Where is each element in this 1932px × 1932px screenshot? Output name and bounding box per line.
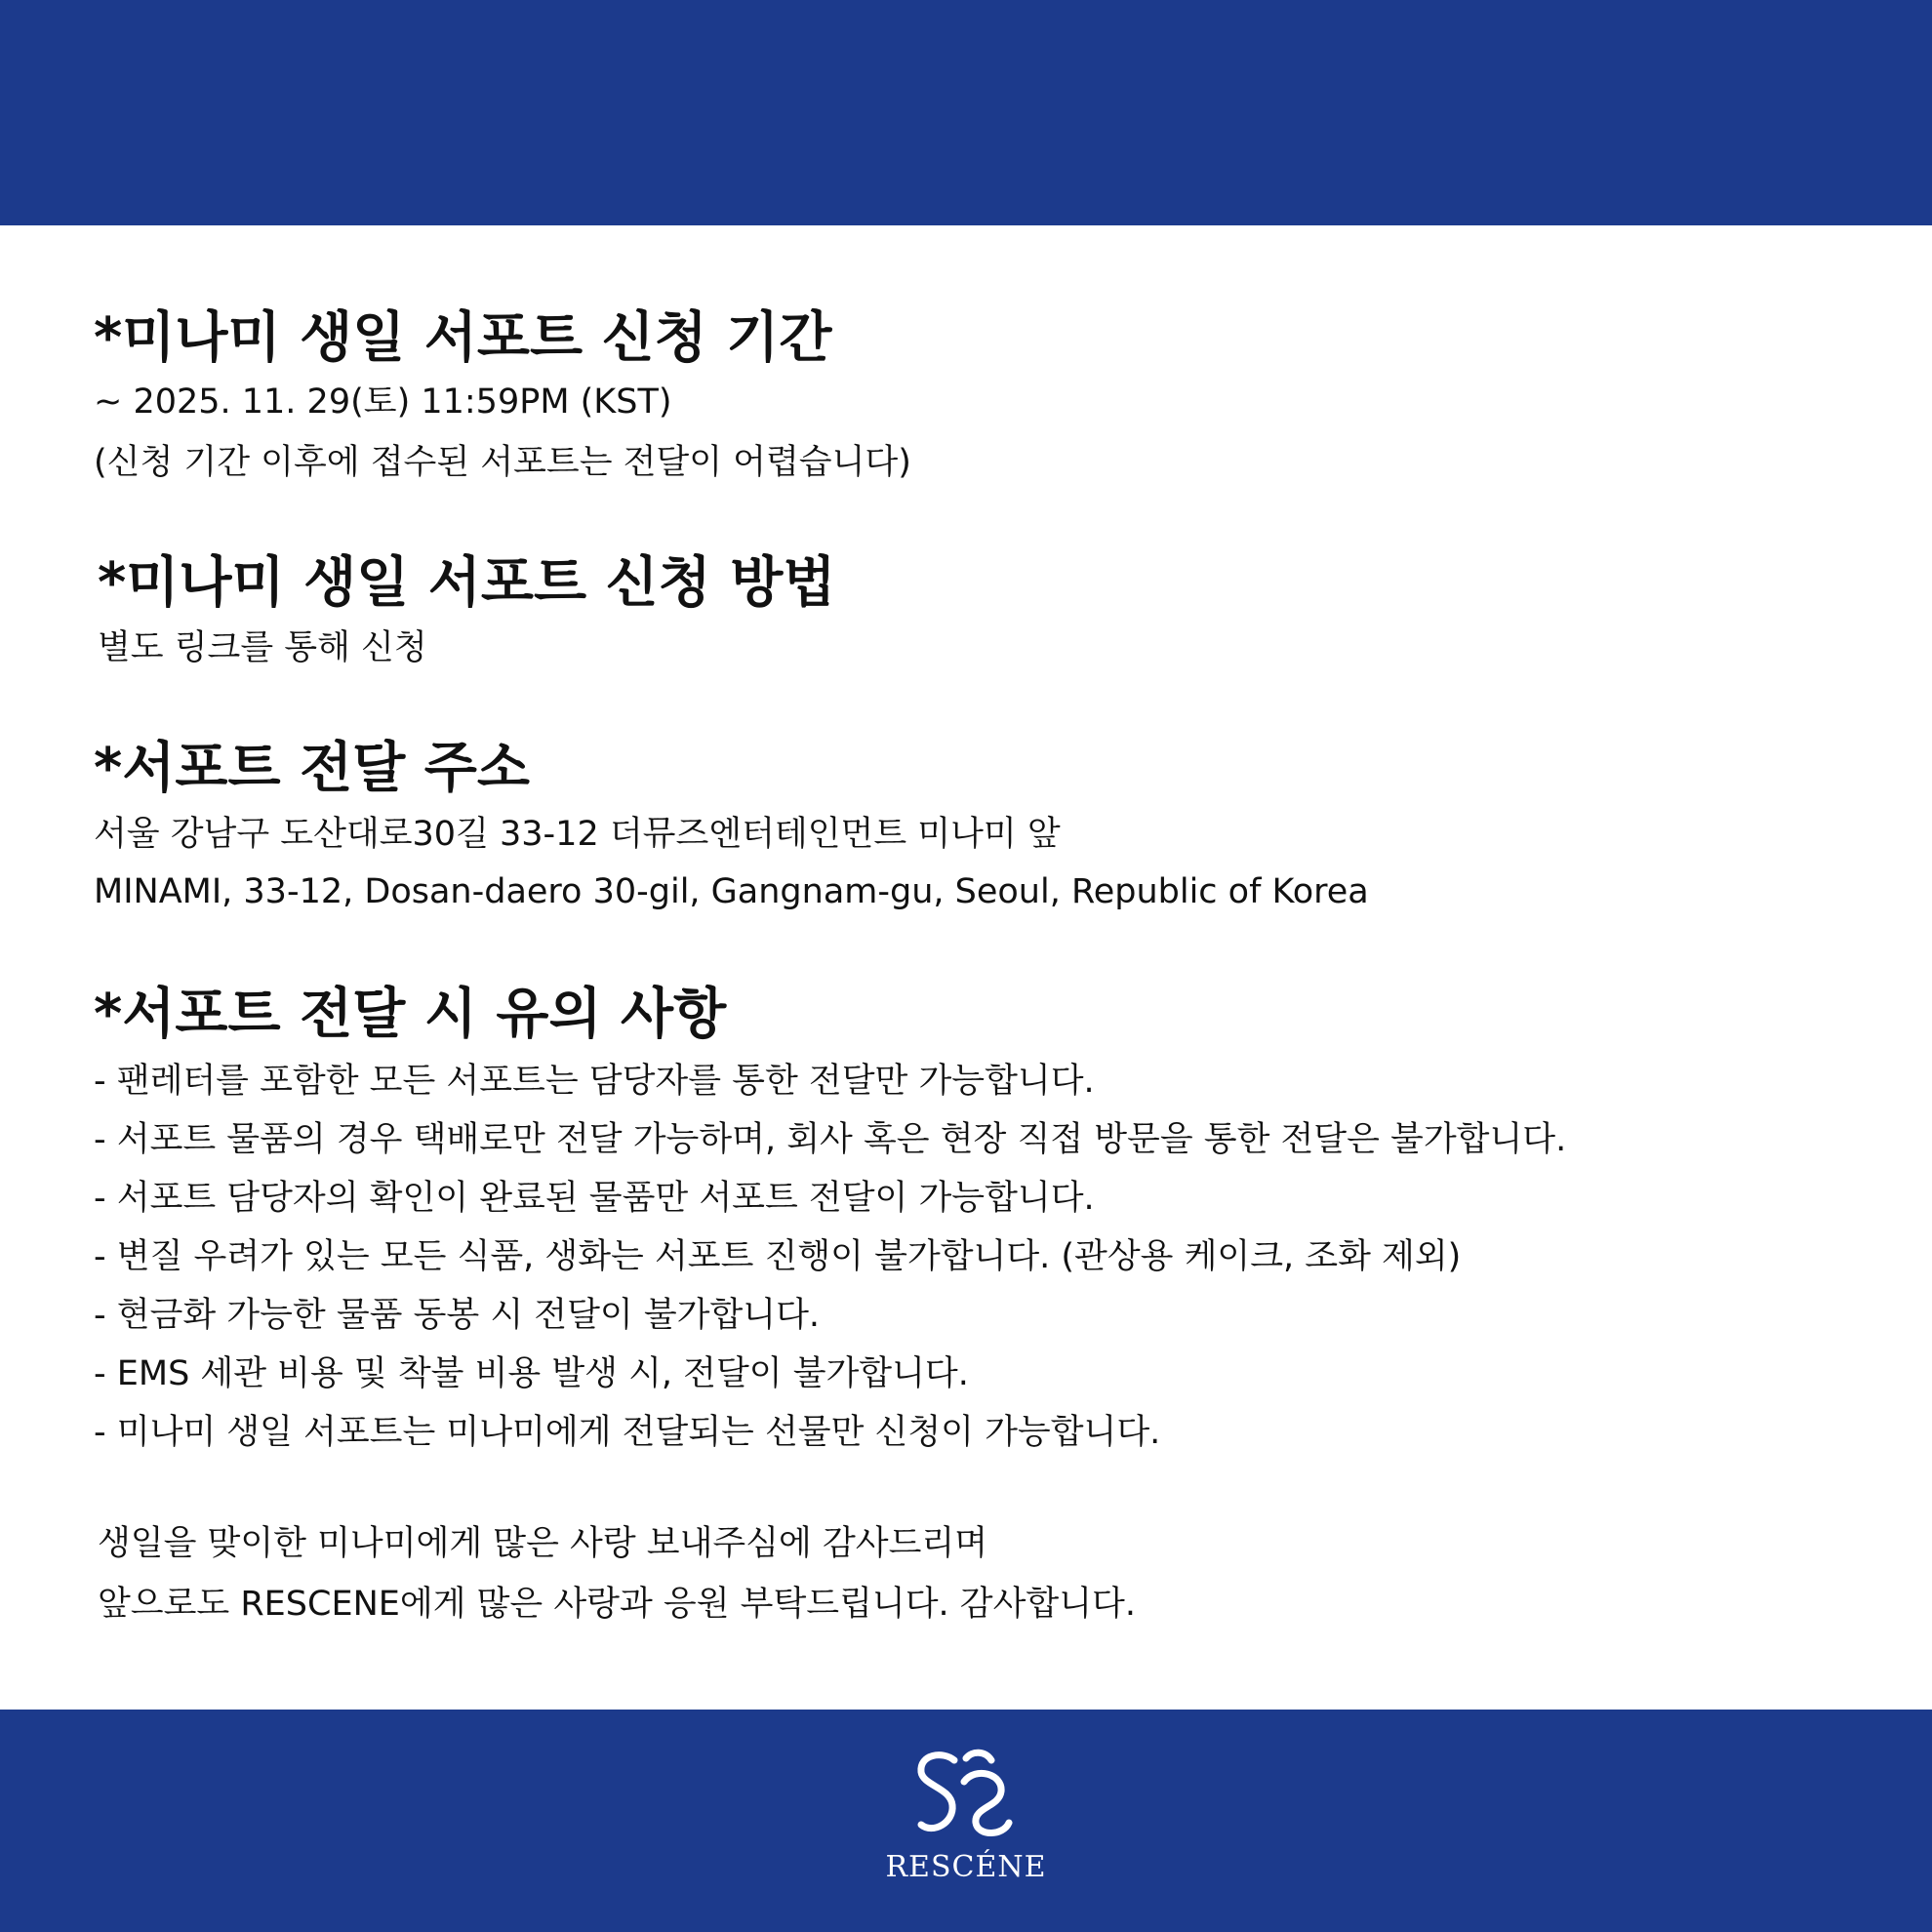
method-body: 별도 링크를 통해 신청 xyxy=(98,628,427,667)
address-korean: 서울 강남구 도산대로30길 33-12 더뮤즈엔터테인먼트 미나미 앞 xyxy=(94,815,1061,854)
rescene-logo-icon xyxy=(907,1747,1025,1844)
address-english: MINAMI, 33-12, Dosan-daero 30-gil, Gangnam-gu, Seoul, Republic of Korea xyxy=(94,872,1369,911)
notes-heading: *서포트 전달 시 유의 사항 xyxy=(94,983,727,1046)
notes-item: - 서포트 담당자의 확인이 완료된 물품만 서포트 전달이 가능합니다. xyxy=(94,1179,1095,1218)
period-heading: *미나미 생일 서포트 신청 기간 xyxy=(94,306,832,370)
method-heading: *미나미 생일 서포트 신청 방법 xyxy=(98,551,836,615)
notes-item: - EMS 세관 비용 및 착불 비용 발생 시, 전달이 불가합니다. xyxy=(94,1354,969,1393)
notes-item: - 현금화 가능한 물품 동봉 시 전달이 불가합니다. xyxy=(94,1296,821,1335)
closing-line-2: 앞으로도 RESCENE에게 많은 사랑과 응원 부탁드립니다. 감사합니다. xyxy=(98,1585,1136,1624)
notes-item: - 미나미 생일 서포트는 미나미에게 전달되는 선물만 신청이 가능합니다. xyxy=(94,1413,1161,1452)
logo-text: RESCÉNE xyxy=(885,1850,1047,1884)
period-date: ~ 2025. 11. 29(토) 11:59PM (KST) xyxy=(94,382,672,422)
rescene-logo xyxy=(868,1747,1064,1893)
closing-line-1: 생일을 맞이한 미나미에게 많은 사랑 보내주심에 감사드리며 xyxy=(98,1524,988,1563)
notes-item: - 서포트 물품의 경우 택배로만 전달 가능하며, 회사 혹은 현장 직접 방문을 통한 전달은 불가합니다. xyxy=(94,1120,1567,1159)
period-note: (신청 기간 이후에 접수된 서포트는 전달이 어렵습니다) xyxy=(94,443,911,482)
top-banner xyxy=(0,0,1932,225)
notes-item: - 변질 우려가 있는 모든 식품, 생화는 서포트 진행이 불가합니다. (관상용 케이크, 조화 제외) xyxy=(94,1237,1462,1276)
address-heading: *서포트 전달 주소 xyxy=(94,737,530,800)
notes-item: - 팬레터를 포함한 모든 서포트는 담당자를 통한 전달만 가능합니다. xyxy=(94,1062,1095,1101)
